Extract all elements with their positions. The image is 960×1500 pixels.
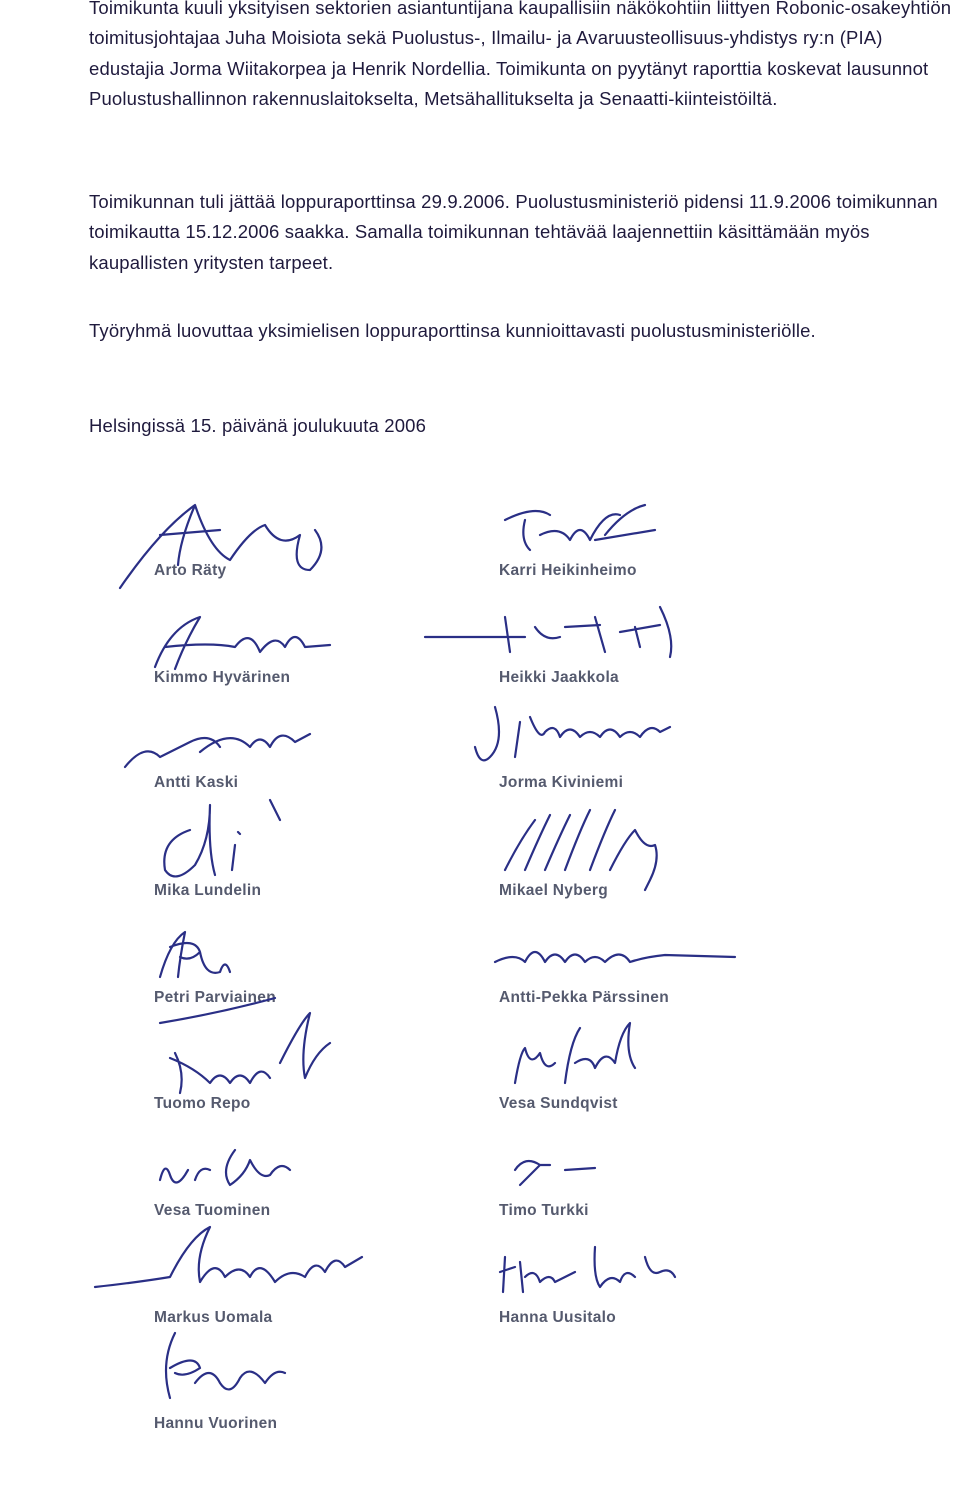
signature-block	[100, 810, 430, 910]
signature-block	[100, 702, 430, 802]
handwritten-signature	[445, 1130, 685, 1210]
handwritten-signature	[100, 1343, 340, 1423]
signature-block	[100, 490, 430, 590]
handwritten-signature	[100, 810, 340, 890]
signature-block	[445, 917, 775, 1017]
signature-block	[445, 1130, 775, 1230]
signatory-name: Kimmo Hyvärinen	[154, 669, 291, 686]
handwritten-signature	[445, 1023, 685, 1103]
signatory-name: Jorma Kiviniemi	[499, 774, 624, 791]
handwritten-signature	[100, 1237, 400, 1317]
signature-block	[100, 597, 430, 697]
handwritten-signature	[100, 702, 340, 782]
signature-area	[0, 480, 960, 1500]
signature-block	[445, 702, 775, 802]
handwritten-signature	[100, 917, 340, 997]
signatory-name: Karri Heikinheimo	[499, 562, 637, 579]
signatory-name: Timo Turkki	[499, 1202, 589, 1219]
signature-block	[100, 1130, 430, 1230]
handwritten-signature	[100, 1023, 360, 1103]
handwritten-signature	[445, 597, 725, 677]
signature-block	[445, 1237, 775, 1337]
place-date-text: Helsingissä 15. päivänä joulukuuta 2006	[89, 415, 427, 436]
signatory-name: Mikael Nyberg	[499, 882, 608, 899]
place-and-date	[89, 411, 957, 441]
handwritten-signature	[100, 597, 340, 677]
paragraph-handover	[89, 316, 957, 346]
signatory-name: Hannu Vuorinen	[154, 1415, 278, 1432]
paragraph-text: Työryhmä luovuttaa yksimielisen loppuraporttinsa kunnioittavasti puolustusministeriölle.	[89, 320, 816, 341]
paragraph-text: Toimikunta kuuli yksityisen sektorien asiantuntijana kaupallisiin näkökohtiin liittyen Robonic-osakeyhtiön toimitusjohtajaa Juha Moisiota sekä Puolustus-, Ilmailu- ja Avaruusteollisuus-yhdistys ry:n (PIA) edustajia Jorma Wiitakorpea ja Henrik Nordellia. Toimikunta on pyytänyt raporttia koskevat lausunnot Puolustushallinnon rakennuslaitokselta, Metsähallitukselta ja Senaatti-kiinteistöiltä.	[89, 0, 952, 110]
signature-block	[445, 490, 775, 590]
signatory-name: Vesa Sundqvist	[499, 1095, 618, 1112]
signatory-name: Antti-Pekka Pärssinen	[499, 989, 669, 1006]
signature-block	[445, 1023, 775, 1123]
signature-block	[100, 1237, 430, 1337]
handwritten-signature	[100, 1130, 340, 1210]
handwritten-signature	[445, 1237, 705, 1317]
paragraph-deadline	[89, 187, 957, 278]
handwritten-signature	[445, 810, 725, 890]
signature-block	[445, 810, 775, 910]
paragraph-text: Toimikunnan tuli jättää loppuraporttinsa 29.9.2006. Puolustusministeriö pidensi 11.9.2006 toimikunnan toimikautta 15.12.2006 saakka. Samalla toimikunnan tehtävää laajennettiin käsittämään myös kaupallisten yritysten tarpeet.	[89, 191, 938, 273]
signature-block	[445, 597, 775, 697]
signatory-name: Petri Parviainen	[154, 989, 276, 1006]
signatory-name: Heikki Jaakkola	[499, 669, 619, 686]
signatory-name: Hanna Uusitalo	[499, 1309, 617, 1326]
handwritten-signature	[445, 490, 685, 570]
paragraph-hearings	[89, 0, 957, 115]
signatory-name: Arto Räty	[154, 562, 227, 579]
handwritten-signature	[445, 917, 745, 997]
signatory-name: Tuomo Repo	[154, 1095, 251, 1112]
signature-block	[100, 1023, 430, 1123]
signatory-name: Markus Uomala	[154, 1309, 273, 1326]
handwritten-signature	[445, 702, 725, 782]
signatory-name: Vesa Tuominen	[154, 1202, 271, 1219]
signature-block	[100, 917, 430, 1017]
signatory-name: Mika Lundelin	[154, 882, 262, 899]
signature-block	[100, 1343, 430, 1443]
signatory-name: Antti Kaski	[154, 774, 239, 791]
handwritten-signature	[100, 490, 340, 570]
